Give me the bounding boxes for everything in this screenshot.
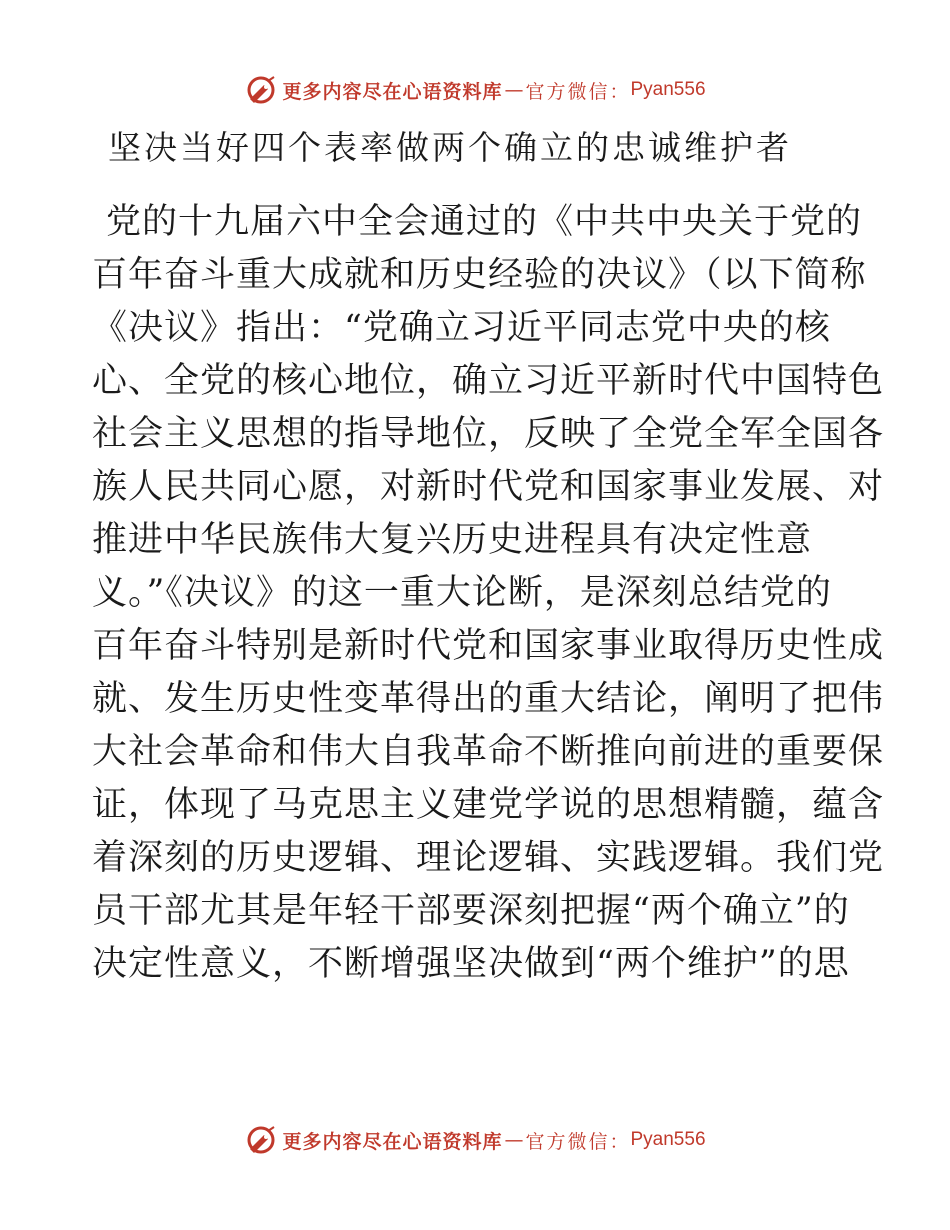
body-line: 百年奋斗重大成就和历史经验的决议》（以下简称 xyxy=(92,255,867,295)
body-line: 党的十九届六中全会通过的《中共中央关于党的 xyxy=(106,202,863,242)
body-line: 决定性意义，不断增强坚决做到“两个维护”的思 xyxy=(92,944,850,984)
pen-nib-logo-icon xyxy=(244,73,278,107)
wechat-label: 官方微信： xyxy=(525,80,631,103)
brand-text: 更多内容尽在心语资料库 xyxy=(282,80,503,103)
body-line: 证，体现了马克思主义建党学说的思想精髓，蕴含 xyxy=(92,785,885,825)
body-line: 推进中华民族伟大复兴历史进程具有决定性意 xyxy=(92,520,813,560)
body-line: 社会主义思想的指导地位，反映了全党全军全国各 xyxy=(92,414,885,454)
brand-text: 更多内容尽在心语资料库 xyxy=(282,1130,503,1153)
body-line: 大社会革命和伟大自我革命不断推向前进的重要保 xyxy=(92,732,885,772)
banner-separator: — xyxy=(504,1129,524,1151)
wechat-id: Pyan556 xyxy=(630,1129,706,1150)
body-line: 族人民共同心愿，对新时代党和国家事业发展、对 xyxy=(92,467,885,507)
body-line: 义。”《决议》的这一重大论断，是深刻总结党的 xyxy=(92,573,832,613)
wechat-id: Pyan556 xyxy=(630,79,706,100)
pen-nib-logo-icon xyxy=(244,1123,278,1157)
document-body xyxy=(92,196,885,991)
banner-separator: — xyxy=(504,79,524,101)
document-title: 坚决当好四个表率做两个确立的忠诚维护者 xyxy=(108,128,792,167)
body-line: 《决议》指出：“党确立习近平同志党中央的核 xyxy=(92,308,831,348)
body-line: 员干部尤其是年轻干部要深刻把握“两个确立”的 xyxy=(92,891,850,931)
body-line: 百年奋斗特别是新时代党和国家事业取得历史性成 xyxy=(92,626,885,666)
body-line: 着深刻的历史逻辑、理论逻辑、实践逻辑。我们党 xyxy=(92,838,885,878)
footer-watermark-banner xyxy=(0,1120,950,1160)
body-line: 就、发生历史性变革得出的重大结论，阐明了把伟 xyxy=(92,679,885,719)
body-line: 心、全党的核心地位，确立习近平新时代中国特色 xyxy=(92,361,885,401)
header-watermark-banner xyxy=(0,70,950,110)
wechat-label: 官方微信： xyxy=(525,1130,631,1153)
